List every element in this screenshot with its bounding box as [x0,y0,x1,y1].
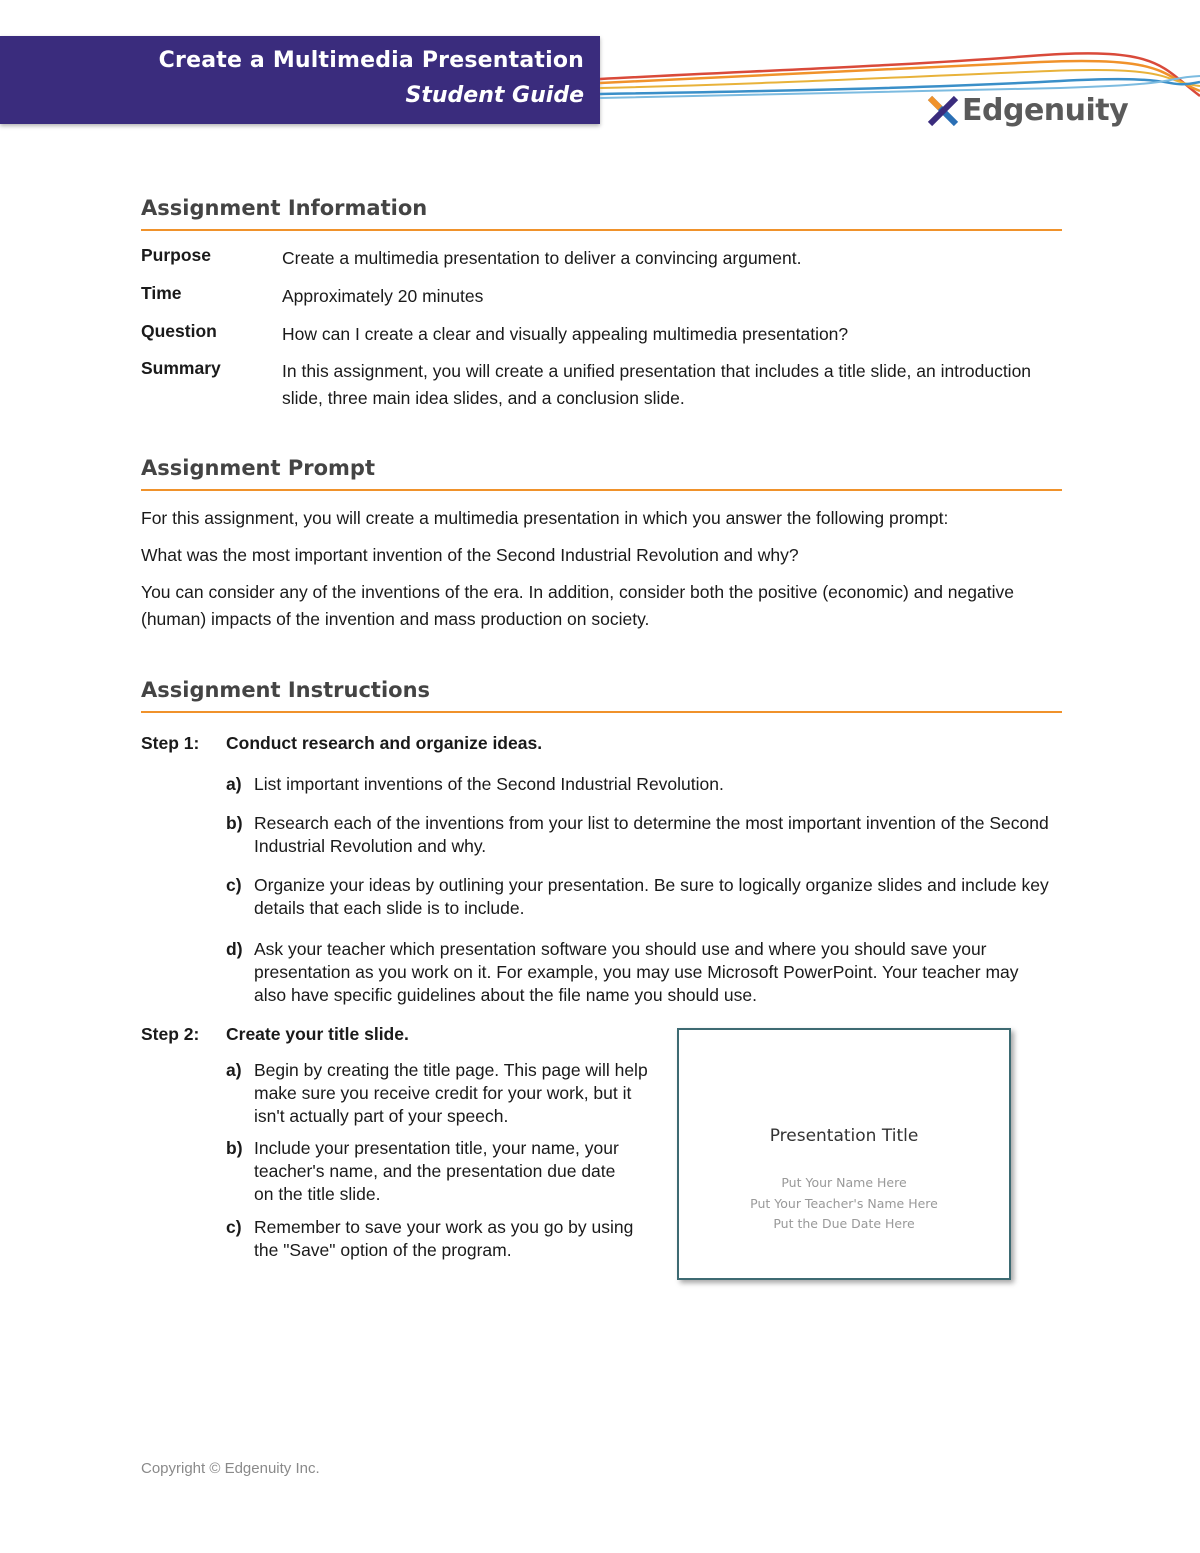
info-value: Create a multimedia presentation to deliver a convincing argument. [282,248,802,268]
document-title: Create a Multimedia Presentation [158,48,584,73]
step-title: Create your title slide. [226,1024,409,1044]
slide-line: Put Your Teacher's Name Here [750,1196,938,1211]
step-number: Step 1: [141,733,200,753]
slide-line: Put the Due Date Here [773,1216,915,1231]
item-letter: c) [226,1217,242,1237]
slide-line: Put Your Name Here [781,1175,907,1190]
item-text: Research each of the inventions from your list to determine the most important invention of the Second Industrial Revolution and why. [254,813,1049,856]
edgenuity-x-icon [926,94,960,128]
info-value: Approximately 20 minutes [282,286,484,306]
title-slide-example [677,1028,1011,1280]
info-value: In this assignment, you will create a unified presentation that includes a title slide, an introduction slide, three main idea slides, and a conclusion slide. [282,361,1032,408]
info-label: Summary [141,358,221,378]
item-text: List important inventions of the Second Industrial Revolution. [254,774,724,794]
logo-wordmark: Edgenuity [962,93,1129,128]
info-value: How can I create a clear and visually appealing multimedia presentation? [282,324,849,344]
item-letter: b) [226,813,243,833]
info-label: Purpose [141,245,212,265]
prompt-paragraph: You can consider any of the inventions of the era. In addition, consider both the positive (economic) and negative (human) impacts of the invention and mass production on society. [141,582,1014,629]
item-text: Begin by creating the title page. This page will help make sure you receive credit for your work, but it isn't actually part of your speech. [254,1060,648,1126]
item-text: Ask your teacher which presentation software you should use and where you should save your presentation as you work on it. For example, you may use Microsoft PowerPoint. Your teacher may also have specific guidelines about the file name you should use. [254,939,1019,1005]
copyright-footer: Copyright © Edgenuity Inc. [141,1460,320,1477]
item-letter: a) [226,774,242,794]
item-text: Organize your ideas by outlining your presentation. Be sure to logically organize slides and include key details that each slide is to include. [254,875,1049,918]
slide-title: Presentation Title [769,1126,919,1146]
edgenuity-logo [926,93,1128,128]
info-label: Question [141,321,217,341]
item-letter: d) [226,939,243,959]
prompt-paragraph: For this assignment, you will create a multimedia presentation in which you answer the following prompt: [141,508,949,528]
prompt-question: What was the most important invention of the Second Industrial Revolution and why? [141,545,799,565]
header-banner [0,36,600,124]
assignment-prompt-heading: Assignment Prompt [141,456,1062,491]
step-title: Conduct research and organize ideas. [226,733,543,753]
assignment-information-heading: Assignment Information [141,196,1062,231]
step-number: Step 2: [141,1024,200,1044]
item-text: Include your presentation title, your name, your teacher's name, and the presentation due date on the title slide. [254,1138,619,1204]
document-subtitle: Student Guide [405,83,584,108]
item-letter: c) [226,875,242,895]
info-label: Time [141,283,182,303]
assignment-instructions-heading: Assignment Instructions [141,678,1062,713]
item-letter: b) [226,1138,243,1158]
item-text: Remember to save your work as you go by using the "Save" option of the program. [254,1217,634,1260]
item-letter: a) [226,1060,242,1080]
